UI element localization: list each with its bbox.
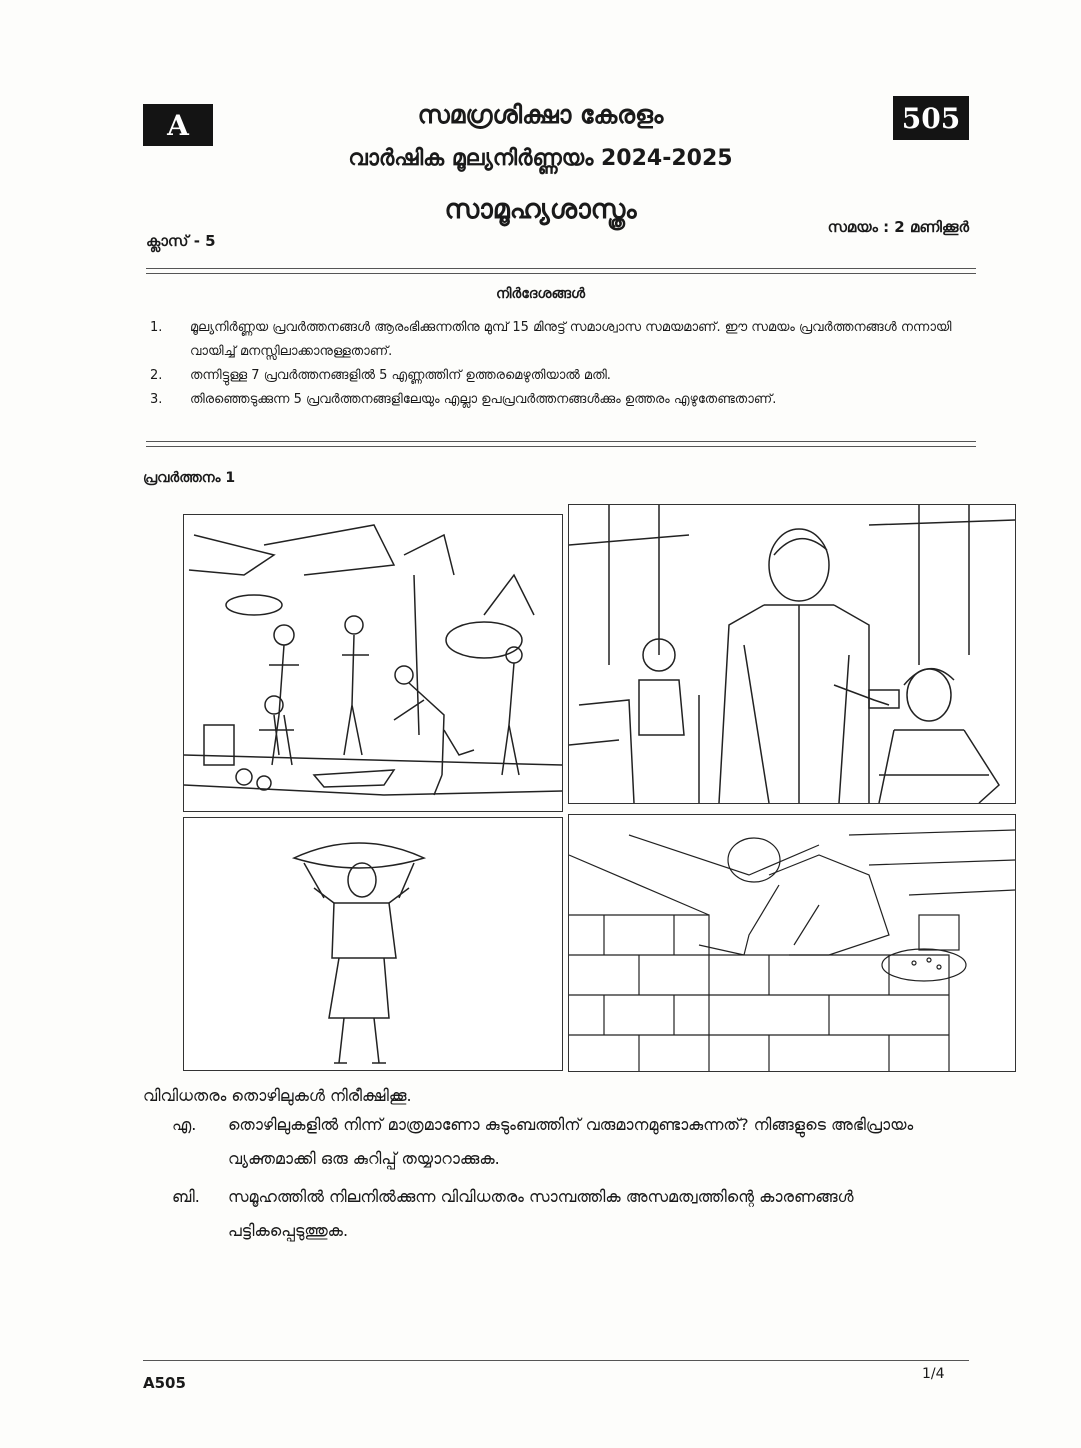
- paper-code-badge: 505: [893, 96, 969, 140]
- subject-title: സാമൂഹ്യശാസ്ത്രം: [444, 194, 637, 225]
- question-text: സമൂഹത്തിൽ നിലനിൽക്കുന്ന വിവിധതരം സാമ്പത്തിക അസമത്വത്തിന്റെ കാരണങ്ങൾ പട്ടികപ്പെടുത്തുക.: [228, 1187, 854, 1240]
- question-label: എ.: [172, 1115, 197, 1134]
- question-b: [172, 1180, 972, 1248]
- instruction-text: തിരഞ്ഞെടുക്കുന്ന 5 പ്രവർത്തനങ്ങളിലേയും എല്ലാ ഉപപ്രവർത്തനങ്ങൾക്കും ഉത്തരം എഴുതേണ്ടതാണ്.: [190, 392, 777, 407]
- head-load-worker-icon: [183, 817, 563, 1071]
- exam-name: വാർഷിക മൂല്യനിർണ്ണയം 2024-2025: [348, 146, 733, 171]
- instruction-number: 2.: [150, 368, 163, 383]
- instruction-item: [150, 316, 970, 364]
- mason-bricklaying-icon: [568, 814, 1016, 1072]
- footer-paper-code: A505: [143, 1374, 186, 1392]
- market-scene-icon: [183, 514, 563, 812]
- instruction-text: തന്നിട്ടുള്ള 7 പ്രവർത്തനങ്ങളിൽ 5 എണ്ണത്തിന് ഉത്തരമെഴുതിയാൽ മതി.: [190, 368, 611, 383]
- instructions-list: [150, 316, 970, 412]
- instructions-title: നിർദേശങ്ങൾ: [495, 286, 586, 302]
- instructions-divider: [146, 441, 976, 442]
- instruction-text: മൂല്യനിർണ്ണയ പ്രവർത്തനങ്ങൾ ആരംഭിക്കുന്നതിനു മുമ്പ് 15 മിനുട്ട് സമാശ്വാസ സമയമാണ്. ഈ സമയം പ്രവർത്തനങ്ങൾ നന്നായി വായിച്ച് മനസ്സിലാക്കാനുള്ളതാണ്.: [190, 320, 952, 359]
- instruction-number: 3.: [150, 392, 163, 407]
- activity-prompt: വിവിധതരം തൊഴിലുകൾ നിരീക്ഷിക്കൂ.: [143, 1086, 412, 1105]
- class-label: ക്ലാസ് - 5: [146, 232, 216, 250]
- instruction-item: [150, 388, 970, 412]
- header-divider: [146, 268, 976, 269]
- footer-divider: [143, 1360, 969, 1361]
- question-text: തൊഴിലുകളിൽ നിന്ന് മാത്രമാണോ കുടുംബത്തിന് വരുമാനമുണ്ടാകുന്നത്? നിങ്ങളുടെ അഭിപ്രായം വ്യക്തമാക്കി ഒരു കുറിപ്പ് തയ്യാറാക്കുക.: [228, 1115, 914, 1168]
- organization-title: സമഗ്രശിക്ഷാ കേരളം: [417, 100, 664, 129]
- question-a: [172, 1108, 972, 1176]
- instruction-number: 1.: [150, 320, 163, 335]
- bus-conductor-icon: [568, 504, 1016, 804]
- header-divider-2: [146, 273, 976, 274]
- page-number: 1/4: [922, 1366, 945, 1382]
- instruction-item: [150, 364, 970, 388]
- question-label: ബി.: [172, 1187, 200, 1206]
- instructions-divider-2: [146, 446, 976, 447]
- activity-title: പ്രവർത്തനം 1: [143, 470, 236, 486]
- paper-set-badge: A: [143, 104, 213, 146]
- time-label: സമയം : 2 മണിക്കൂർ: [827, 218, 969, 236]
